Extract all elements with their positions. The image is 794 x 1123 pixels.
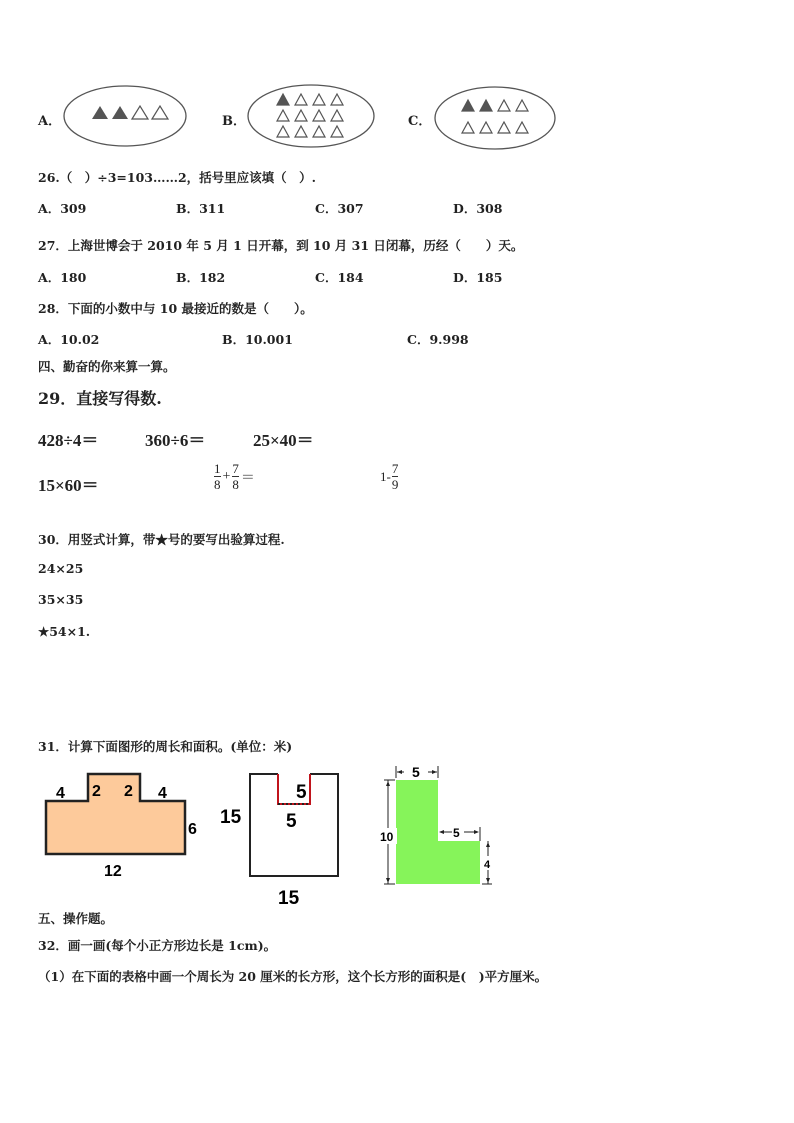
q29-fraction-diff: [380, 461, 398, 492]
q32-sub-1: （1）在下面的表格中画一个周长为 20 厘米的长方形，这个长方形的面积是( )平方厘米。: [38, 969, 548, 984]
label-5-top: 5: [412, 764, 420, 780]
q28-option-b: B．10.001: [222, 332, 293, 347]
section-4-heading: 四、勤奋的你来算一算。: [38, 359, 176, 374]
minuend: 1-: [380, 468, 391, 484]
q26-option-b: B．311: [176, 201, 226, 216]
label-12: 12: [104, 863, 122, 880]
denominator: 9: [391, 477, 399, 492]
q26-stem: 26.（ ）÷3=103……2，括号里应该填（ ）.: [38, 170, 317, 185]
q26-option-a: A．309: [38, 201, 87, 216]
section-5-heading: 五、操作题。: [38, 911, 114, 926]
fraction-1-8: [214, 461, 221, 492]
option-b-figure: [248, 84, 378, 150]
option-c-figure: [434, 86, 558, 152]
q30-stem: 30．用竖式计算，带★号的要写出验算过程.: [38, 532, 285, 547]
q26-option-d: D．308: [453, 201, 503, 216]
q29-item-4: 15×60＝: [38, 476, 99, 495]
q26-option-c: C．307: [315, 201, 364, 216]
q28-stem: 28．下面的小数中与 10 最接近的数是（ ）。: [38, 301, 313, 316]
option-a-figure: [62, 84, 192, 150]
label-10: 10: [380, 830, 394, 844]
q29-fraction-sum: [214, 461, 255, 492]
label-2-left: 2: [92, 783, 101, 800]
option-c-letter: C．: [408, 114, 432, 129]
label-5-middle: 5: [453, 826, 460, 840]
plus-sign: +: [222, 468, 231, 484]
label-5-top: 5: [296, 782, 307, 803]
label-2-right: 2: [124, 783, 133, 800]
numerator: 1: [214, 461, 221, 476]
denominator: 8: [214, 477, 221, 492]
figure-3-l-shape: [376, 760, 506, 890]
label-4-left: 4: [56, 785, 65, 802]
numerator: 7: [391, 461, 399, 476]
fraction-7-8: [232, 461, 239, 492]
q30-item-3: ★54×1.: [38, 624, 91, 639]
label-15-left: 15: [220, 807, 242, 828]
option-b-letter: B．: [222, 114, 246, 129]
label-6: 6: [188, 821, 197, 838]
q28-option-a: A．10.02: [38, 332, 100, 347]
q27-option-c: C．184: [315, 270, 364, 285]
q32-stem: 32．画一画(每个小正方形边长是 1cm)。: [38, 938, 277, 953]
q31-stem: 31．计算下面图形的周长和面积。(单位：米): [38, 739, 293, 754]
q27-stem: 27．上海世博会于 2010 年 5 月 1 日开幕，到 10 月 31 日闭幕，历经（ ）天。: [38, 238, 524, 253]
figure-1-t-shape: [30, 766, 220, 881]
label-15-bottom: 15: [278, 888, 300, 909]
q29-item-2: 360÷6＝: [145, 431, 206, 450]
figure-2-u-shape: [218, 764, 348, 914]
q29-stem: 29．直接写得数.: [38, 389, 162, 408]
label-4-right: 4: [158, 785, 167, 802]
q30-item-2: 35×35: [38, 592, 84, 607]
option-a-letter: A．: [38, 114, 62, 129]
q28-option-c: C．9.998: [407, 332, 469, 347]
q27-option-a: A．180: [38, 270, 87, 285]
q29-item-3: 25×40＝: [253, 431, 314, 450]
fraction-7-9: [392, 461, 399, 492]
numerator: 7: [232, 461, 239, 476]
equals-sign: ＝: [240, 470, 255, 486]
label-5-bottom: 5: [286, 811, 297, 832]
q27-option-b: B．182: [176, 270, 226, 285]
q30-item-1: 24×25: [38, 561, 84, 576]
denominator: 8: [232, 477, 239, 492]
label-4: 4: [484, 859, 491, 871]
q29-item-1: 428÷4＝: [38, 431, 99, 450]
q27-option-d: D．185: [453, 270, 503, 285]
